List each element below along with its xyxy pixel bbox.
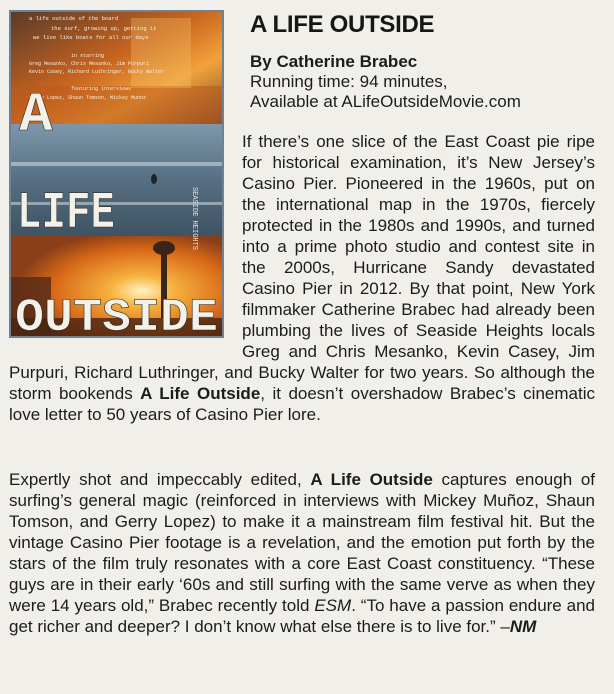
poster-credits-3: Gerry Lopez, Shaun Tomson, Mickey Munoz xyxy=(29,95,147,101)
poster-credits-2: Kevin Casey, Richard Luthringer, Bucky Walter xyxy=(29,69,165,75)
poster-interviews-header: featuring interviews xyxy=(71,86,132,92)
article-body-2 xyxy=(9,469,595,637)
running-time: Running time: 94 minutes, xyxy=(250,72,448,91)
poster-wrap-space xyxy=(9,131,242,359)
poster-title-life: LIFE xyxy=(17,184,115,243)
poster-tagline-2: the surf, growing up, getting it xyxy=(51,25,157,32)
author-signature: NM xyxy=(509,617,537,636)
film-title-ref: A Life Outside xyxy=(310,470,433,489)
paragraph-1-text-b: , it doesn’t overshadow Brabec’s cinematic love letter to 50 years of Casino Pier lore. xyxy=(9,384,595,424)
article-meta xyxy=(250,52,521,112)
poster-credits-header: in starring xyxy=(71,53,105,59)
paragraph-2-text-a: Expertly shot and impeccably edited, xyxy=(9,470,311,489)
poster-credits-1: Greg Mesanko, Chris Mesanko, Jim Purpuri xyxy=(29,61,150,67)
article-body xyxy=(9,131,595,425)
film-title-ref: A Life Outside xyxy=(140,384,261,403)
availability-link-text: Available at ALifeOutsideMovie.com xyxy=(250,92,521,111)
paragraph-2-text-b: captures enough of surfing’s general magic (reinforced in interviews with Mickey Muñoz, Shaun Tomson, and Gerry Lopez) to make it a mainstream film festival hit. But the vintage Casino Pier footage is a revelation, and the emotion put forth by the stars of the film truly resonates with a core East Coast constituency. “These guys are in their early ‘60s and still surfing with the same verve as when they were 14 years old,” Brabec recently told xyxy=(9,470,596,615)
poster-tagline-3: we live like boats for all our days xyxy=(33,34,149,41)
poster-title-outside: OUTSIDE xyxy=(15,292,218,336)
article-headline: A LIFE OUTSIDE xyxy=(250,11,435,38)
article-byline: By Catherine Brabec xyxy=(250,52,418,71)
paragraph-2 xyxy=(9,469,595,637)
magazine-name: ESM xyxy=(314,596,352,615)
poster-side-text: SEASIDE HEIGHTS xyxy=(190,187,198,251)
poster-title-a: A xyxy=(19,83,53,147)
poster-tagline-1: a life outside of the board xyxy=(29,15,119,22)
paragraph-1-text-a: If there’s one slice of the East Coast pie ripe for historical examination, it’s New Jersey’s Casino Pier. Pioneered in the 1960s, put on the international map in the 1970s, fiercely protected in the 1980s and 1990s, and turned into a prime photo studio and contest site in the 2000s, Hurricane Sandy devastated Casino Pier in 2012. By that point, New York filmmaker Catherine Brabec had already been plumbing the lives of Seaside Heights locals Greg and Chris Mesanko, Kevin Casey, Jim Purpuri, Richard Luthringer, and Bucky Walter for two years. So although the storm bookends xyxy=(9,132,595,403)
paragraph-2-text-c: . “To have a passion endure and get richer and deeper? I don’t know what else there is to live for.” – xyxy=(9,596,595,636)
